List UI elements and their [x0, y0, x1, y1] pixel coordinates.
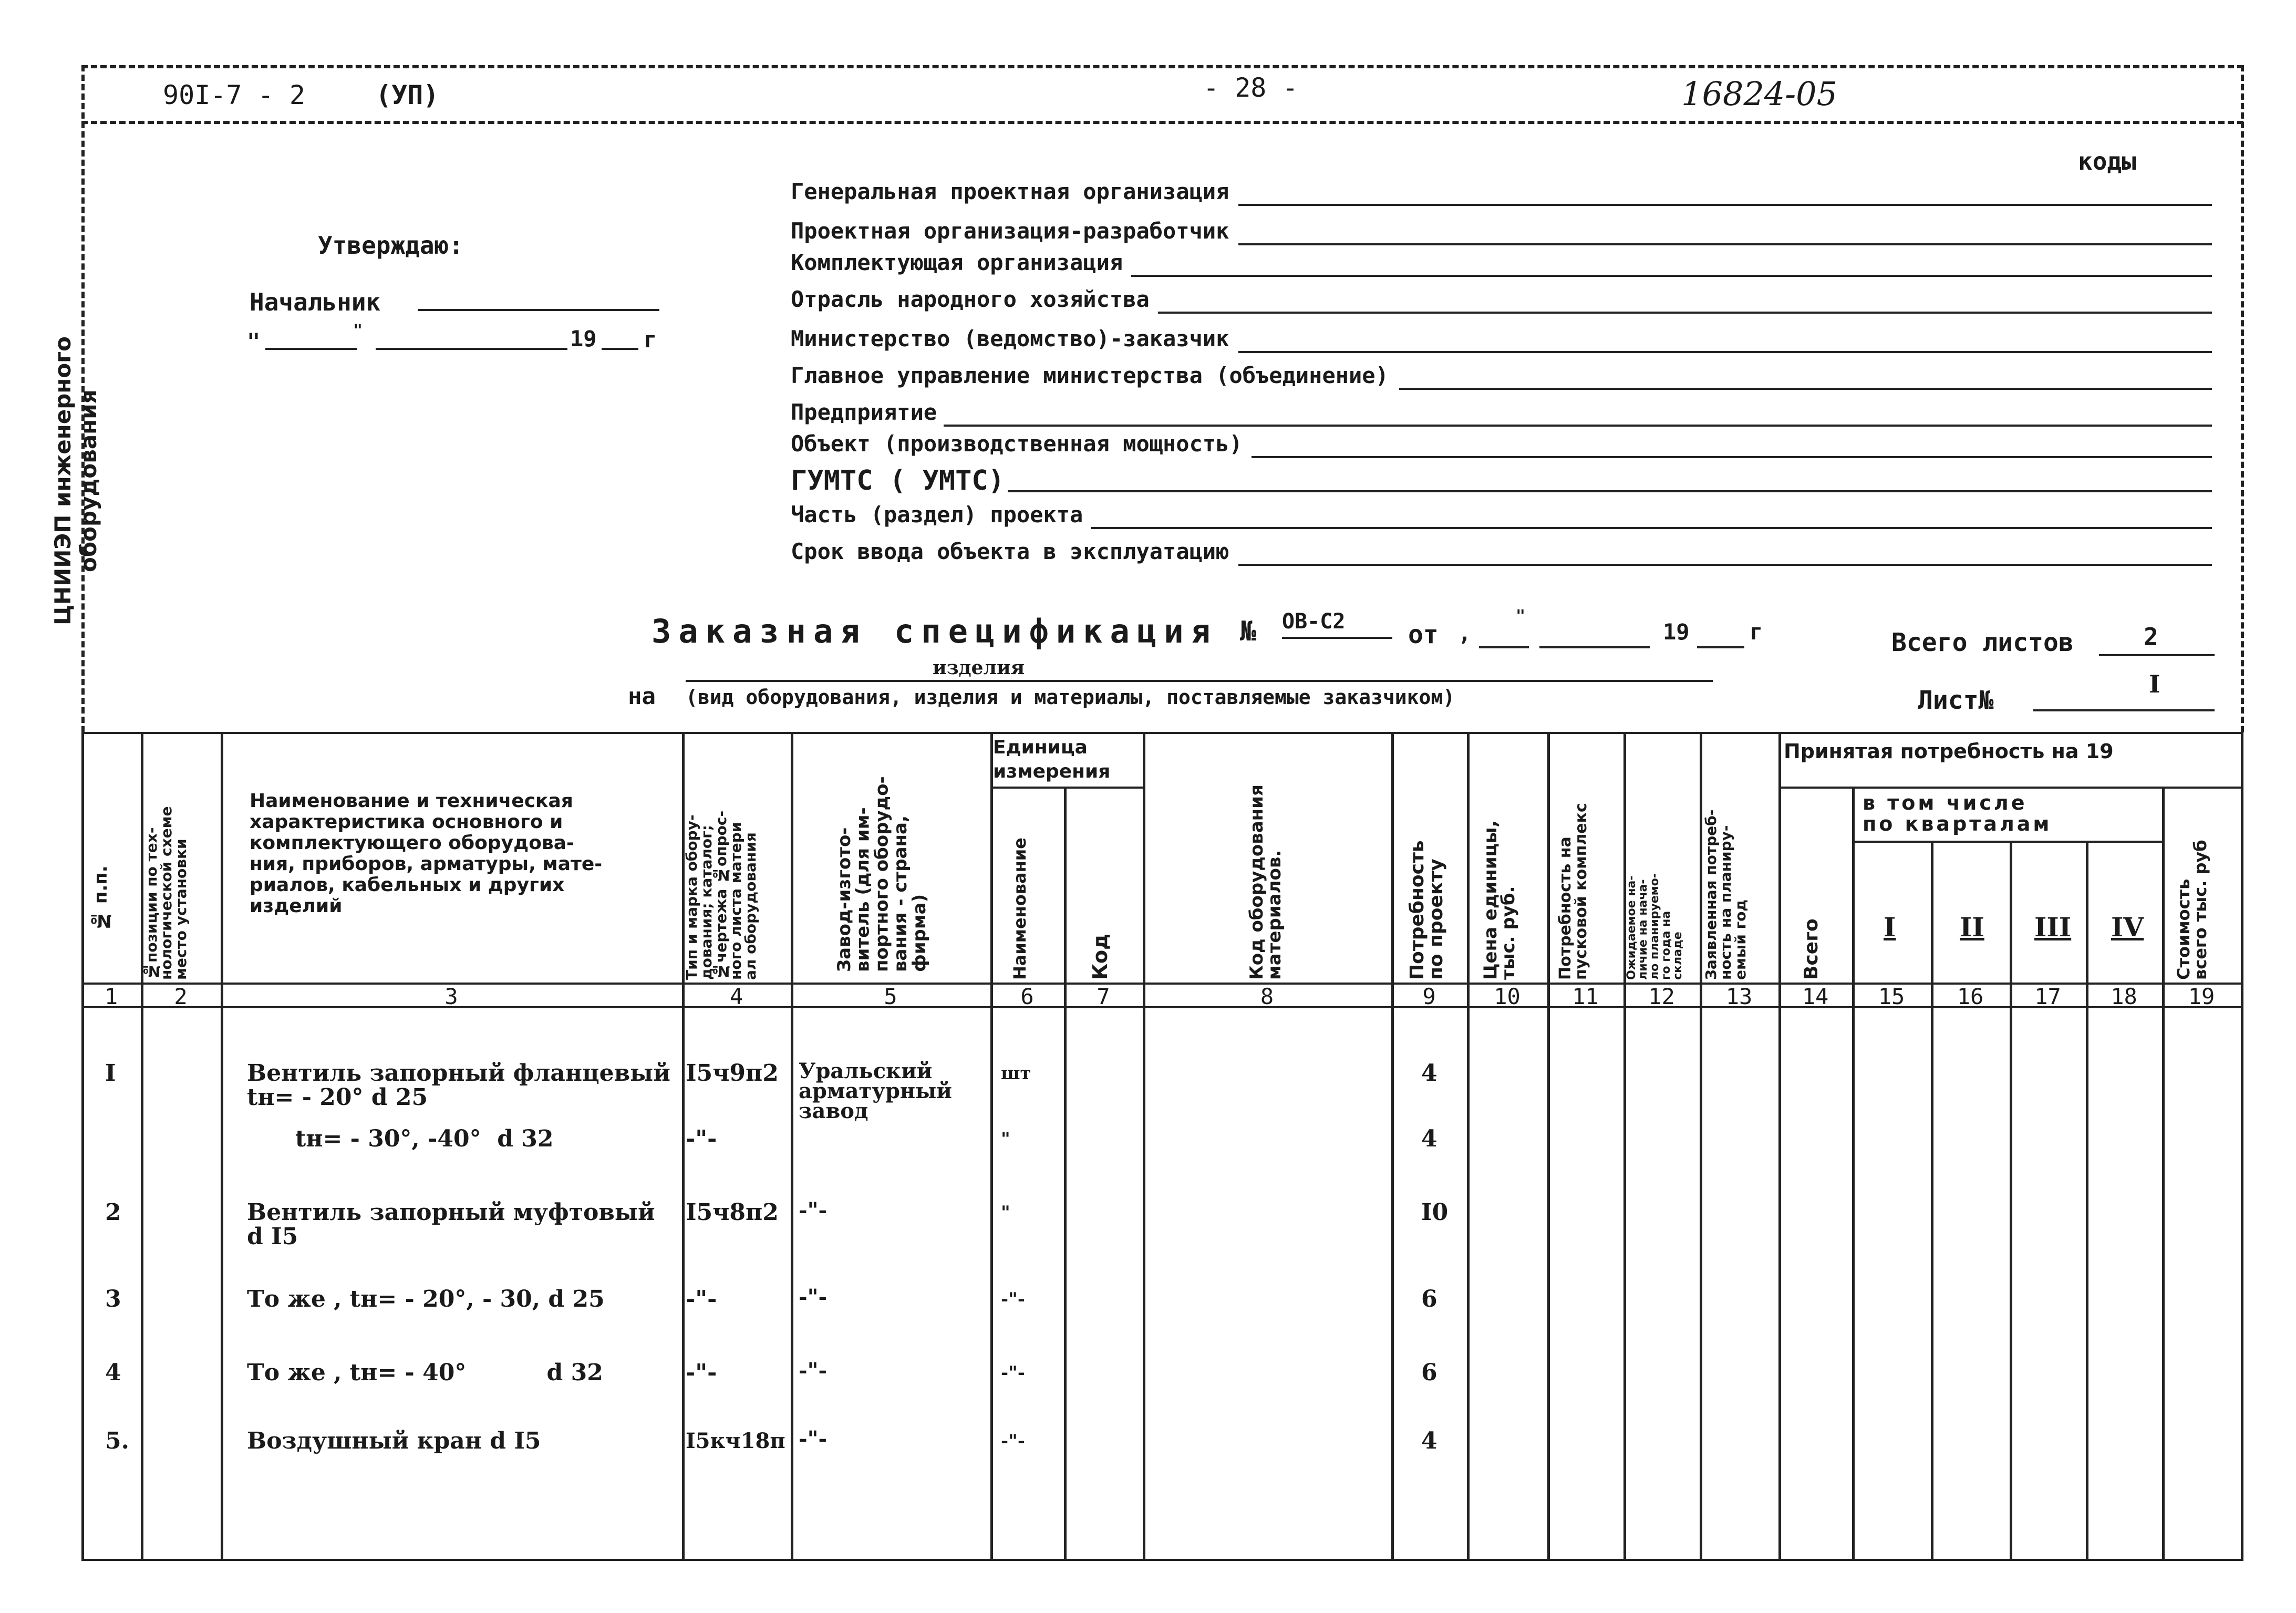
col-line-2 [221, 732, 223, 1560]
item-name: tн= - 30°, -40° d 32 [247, 1125, 554, 1152]
org-field-line [1238, 564, 2212, 566]
org-field-label: ГУМТС ( УМТС) [791, 465, 1005, 497]
item-type: -"- [686, 1359, 717, 1386]
item-manufacturer: -"- [799, 1358, 828, 1383]
org-field-label: Предприятие [791, 399, 937, 425]
item-name: Воздушный кран d I5 [247, 1428, 541, 1454]
table-top-border [81, 732, 2243, 734]
spec-year-line [1697, 646, 1744, 648]
column-number: 8 [1260, 984, 1274, 1009]
org-field-label: Объект (производственная мощность) [791, 431, 1243, 457]
item-name: Вентиль запорный муфтовый d I5 [247, 1199, 655, 1250]
spec-date-quote-close: " [1516, 607, 1526, 625]
date-year-prefix: 19 [570, 326, 597, 351]
column-number: 9 [1422, 984, 1436, 1009]
item-manufacturer: -"- [799, 1426, 828, 1451]
row-number: I [105, 1060, 116, 1087]
col-line-15 [1931, 841, 1933, 1560]
column-number: 19 [2188, 984, 2215, 1009]
header-name: Наименование и техническая характеристика основного и комплектующего оборудова- ния, приборов, арматуры, мате- риалов, кабельных и других изделий [250, 790, 603, 917]
column-number: 6 [1020, 984, 1034, 1009]
item-name: То же , tн= - 20°, - 30, d 25 [247, 1286, 605, 1312]
header-project-need: Потребность по проекту [1406, 840, 1447, 980]
org-field-line [1399, 388, 2212, 390]
org-field-line [1238, 351, 2212, 353]
col-line-4 [791, 732, 793, 1560]
spec-number: ОВ-С2 [1282, 609, 1346, 634]
unit-group-line [990, 787, 1143, 789]
total-sheets-label: Всего листов [1891, 628, 2074, 657]
col-line-10 [1547, 732, 1550, 1560]
item-unit: -"- [1001, 1362, 1025, 1383]
spec-date-month-line [1539, 646, 1650, 648]
column-number: 11 [1572, 984, 1599, 1009]
item-type: -"- [686, 1125, 717, 1152]
header-total: Всего [1801, 918, 1822, 980]
column-number: 1 [104, 984, 118, 1009]
col-line-18 [2162, 787, 2165, 1560]
sheet-value: I [2149, 670, 2160, 698]
row-number: 3 [105, 1286, 121, 1312]
org-field-label: Часть (раздел) проекта [791, 502, 1083, 528]
spec-on-label: на [628, 683, 656, 710]
header-material-code: Код оборудования материалов. [1246, 784, 1285, 980]
org-field-line [1091, 527, 2212, 529]
approve-label: Утверждаю: [318, 231, 463, 260]
column-number: 18 [2111, 984, 2137, 1009]
header-separator [81, 121, 2243, 124]
header-declared-need: Заявленная потреб- ность на планиру- емый год [1702, 809, 1749, 980]
series-code: 90I-7 - 2 [163, 80, 305, 110]
spec-kind-caption: (вид оборудования, изделия и материалы, поставляемые заказчиком) [686, 686, 1455, 709]
item-quantity: I0 [1421, 1199, 1449, 1226]
column-number: 14 [1802, 984, 1829, 1009]
org-field-line [944, 425, 2212, 427]
header-unit-group: Единица измерения [993, 737, 1111, 782]
item-name: Вентиль запорный фланцевый tн= - 20° d 25 [247, 1060, 670, 1111]
spec-kind-value: изделия [933, 657, 1025, 679]
spec-from: от [1408, 620, 1439, 649]
col-line-9 [1467, 732, 1470, 1560]
item-manufacturer: -"- [799, 1285, 828, 1309]
org-field-label: Срок ввода объекта в эксплуатацию [791, 539, 1229, 564]
header-expected-stock: Ожидаемое на- личие на нача- ло планируемо- го года на складе [1625, 873, 1684, 980]
total-sheets-line [2099, 654, 2215, 656]
spec-date-quote-open: , [1458, 620, 1472, 646]
header-manufacturer: Завод-изгото- витель (для им- портного оборудо- вания - страна, фирма) [834, 776, 930, 972]
item-unit: -"- [1001, 1289, 1025, 1310]
table-header-bottom [81, 983, 2243, 985]
item-unit: шт [1001, 1063, 1031, 1084]
column-number: 12 [1648, 984, 1675, 1009]
column-number: 5 [884, 984, 897, 1009]
header-startup-need: Потребность на пусковой комплекс [1556, 803, 1590, 980]
header-type: Тип и марка обору- дования; каталог; №чертежа №опрос- ного листа матери ал оборудования [683, 810, 759, 980]
table-colnum-bottom [81, 1006, 2243, 1008]
header-quarter-group: в том числе по кварталам [1863, 791, 2052, 835]
column-number: 10 [1494, 984, 1521, 1009]
item-quantity: 6 [1421, 1286, 1437, 1312]
header-q3: III [2034, 912, 2072, 943]
column-number: 7 [1097, 984, 1110, 1009]
org-field-line [1131, 275, 2212, 277]
side-stamp: ЦНИИЭП инженерного оборудования [50, 336, 101, 625]
date-year-suffix: г [644, 327, 657, 353]
column-number: 17 [2034, 984, 2061, 1009]
org-field-label: Комплектующая организация [791, 250, 1123, 275]
table-bottom-border [81, 1559, 2243, 1561]
chief-signature-line [418, 309, 659, 311]
spec-date-day-line [1479, 646, 1529, 648]
header-q1: I [1884, 912, 1896, 943]
quarter-group-line [1852, 841, 2162, 843]
col-line-17 [2086, 841, 2088, 1560]
page-number: - 28 - [1203, 73, 1298, 103]
item-type: I5ч8п2 [686, 1199, 779, 1226]
item-unit: " [1001, 1202, 1010, 1223]
item-quantity: 6 [1421, 1359, 1437, 1386]
org-field-label: Министерство (ведомство)-заказчик [791, 326, 1229, 351]
item-quantity: 4 [1421, 1428, 1437, 1454]
spec-year: 19 [1663, 619, 1690, 645]
item-name: То же , tн= - 40° d 32 [247, 1359, 603, 1386]
item-manufacturer: -"- [799, 1198, 828, 1223]
date-quote-close: " [353, 322, 363, 340]
header-unit-price: Цена единицы, тыс. руб. [1480, 820, 1519, 980]
item-quantity: 4 [1421, 1060, 1437, 1087]
col-line-8 [1391, 732, 1394, 1560]
col-line-14 [1852, 787, 1855, 1560]
org-field-label: Отрасль народного хозяйства [791, 286, 1150, 312]
header-cost: Стоимость всего тыс. руб [2174, 840, 2210, 980]
date-quote-open: " [247, 328, 261, 354]
header-row-number: № п.п. [90, 865, 111, 932]
col-line-7 [1143, 732, 1145, 1560]
document-number: 16824-05 [1681, 75, 1838, 113]
item-type: I5кч18п [686, 1429, 785, 1453]
org-field-line [1158, 312, 2212, 314]
codes-title: коды [2078, 147, 2136, 175]
item-manufacturer: Уральский арматурный завод [799, 1059, 952, 1123]
chief-label: Начальник [250, 288, 381, 316]
column-number: 15 [1878, 984, 1905, 1009]
item-unit: -"- [1001, 1431, 1025, 1452]
column-number: 3 [444, 984, 458, 1009]
org-field-label: Главное управление министерства (объединение) [791, 363, 1389, 388]
spec-kind-line [686, 680, 1713, 682]
item-type: -"- [686, 1286, 717, 1312]
spec-number-line [1282, 637, 1392, 639]
accepted-group-line [1778, 787, 2241, 789]
col-line-0 [81, 732, 84, 1560]
column-number: 13 [1725, 984, 1753, 1009]
row-number: 5. [105, 1428, 129, 1454]
col-line-19 [2241, 732, 2243, 1560]
sheet-label: Лист№ [1918, 686, 1994, 715]
item-unit: " [1001, 1129, 1010, 1150]
column-number: 16 [1957, 984, 1984, 1009]
org-field-label: Проектная организация-разработчик [791, 218, 1229, 244]
column-number: 4 [729, 984, 743, 1009]
col-line-5 [990, 732, 993, 1560]
volume-code: (УП) [376, 80, 439, 110]
item-quantity: 4 [1421, 1125, 1437, 1152]
frame-right [2241, 65, 2244, 732]
col-line-6 [1064, 787, 1067, 1560]
header-unit-code: Код [1089, 934, 1112, 980]
spec-year-suffix: г [1750, 619, 1763, 645]
column-number: 2 [174, 984, 188, 1009]
org-field-line [1238, 243, 2212, 245]
header-unit-name: Наименование [1010, 837, 1030, 980]
header-q4: IV [2111, 912, 2144, 943]
header-accepted-group: Принятая потребность на 19 [1784, 740, 2114, 763]
row-number: 2 [105, 1199, 121, 1226]
org-field-line [1252, 456, 2212, 458]
row-number: 4 [105, 1359, 121, 1386]
total-sheets-value: 2 [2144, 623, 2158, 651]
col-line-13 [1778, 732, 1781, 1560]
sheet-line [2033, 709, 2215, 711]
spec-number-label: № [1240, 616, 1257, 647]
header-position: №позиции по тех- нологической схеме место установки [143, 806, 190, 980]
col-line-16 [2010, 841, 2012, 1560]
org-field-line [1238, 204, 2212, 206]
frame-top [81, 65, 2243, 68]
date-year-line [602, 348, 638, 350]
date-month-line [376, 348, 567, 350]
org-field-line [1008, 490, 2212, 492]
org-field-label: Генеральная проектная организация [791, 179, 1229, 204]
header-q2: II [1960, 912, 1984, 943]
date-day-line [265, 348, 357, 350]
spec-title: Заказная спецификация [651, 612, 1218, 650]
item-type: I5ч9п2 [686, 1060, 779, 1087]
